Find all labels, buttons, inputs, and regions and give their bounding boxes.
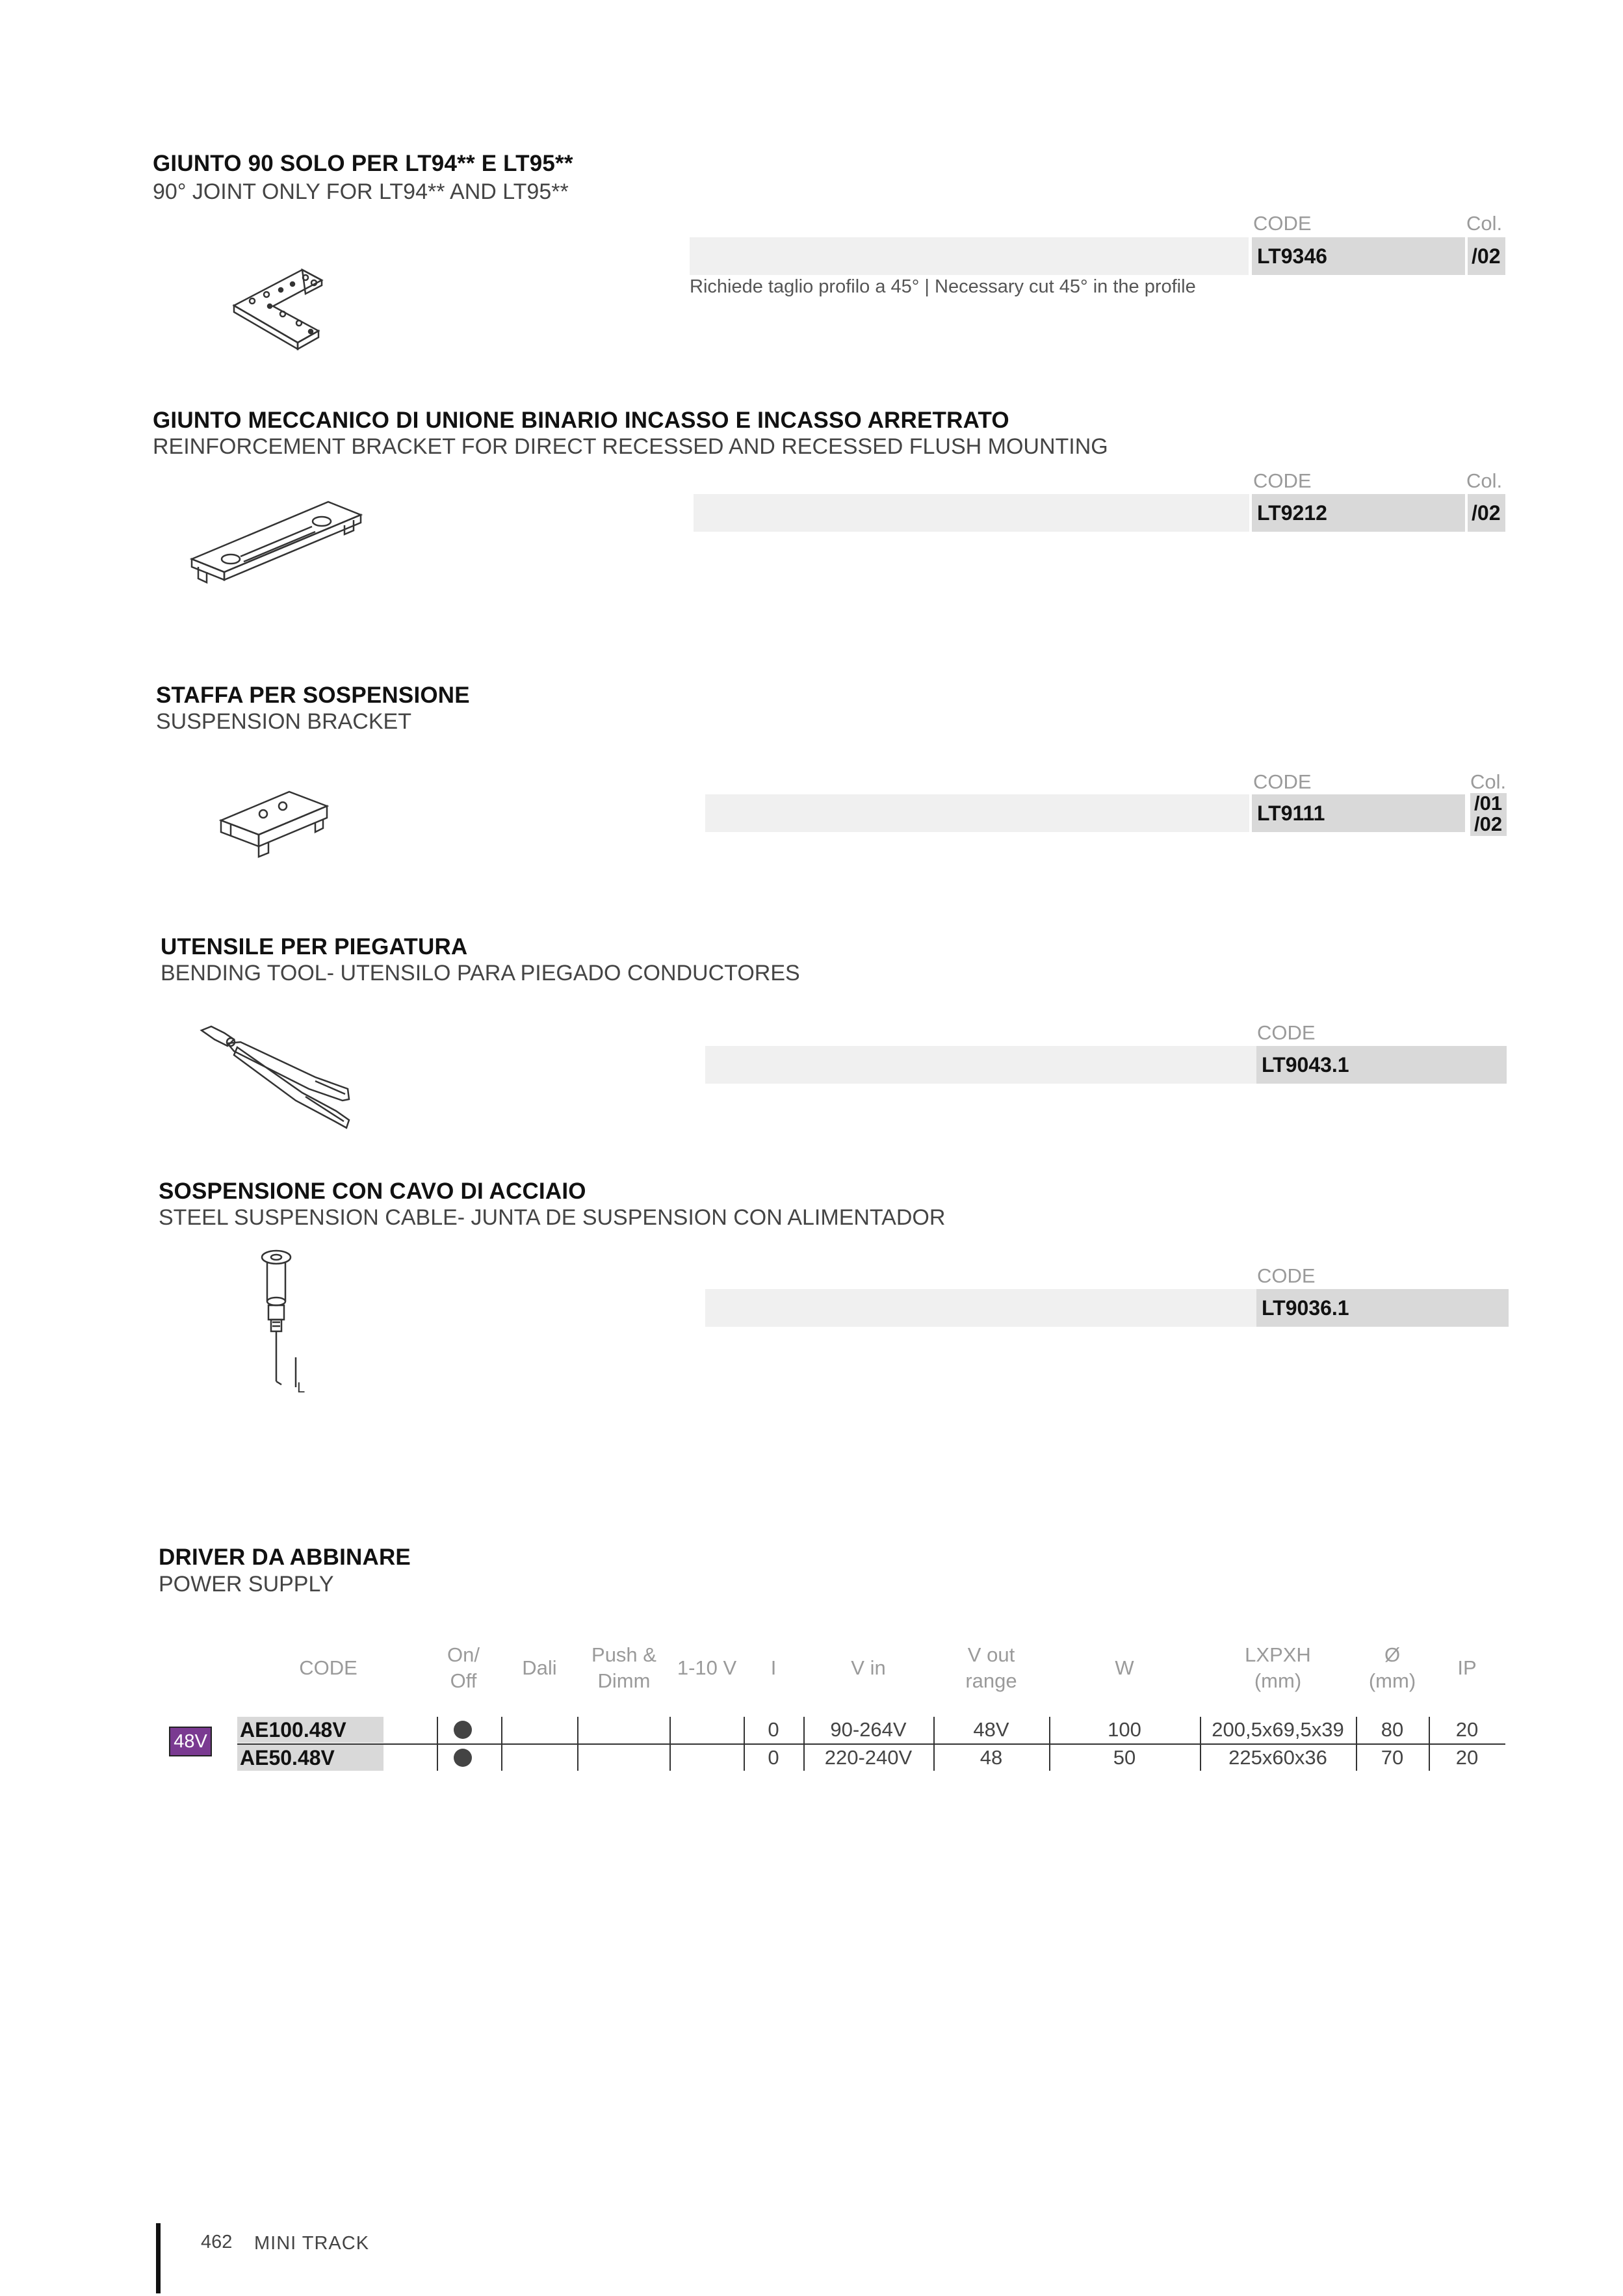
th-diameter	[1356, 1642, 1429, 1694]
onoff-dot	[454, 1721, 472, 1739]
col-divider	[1356, 1717, 1357, 1771]
th-vout	[933, 1642, 1049, 1694]
product-code: LT9036.1	[1256, 1289, 1509, 1327]
section-title-it: GIUNTO 90 SOLO PER LT94** E LT95**	[153, 151, 573, 176]
driver-i: 0	[768, 1718, 779, 1741]
driver-vout: 48V	[973, 1718, 1009, 1741]
section-title-it: DRIVER DA ABBINARE	[159, 1545, 411, 1570]
th-push	[578, 1642, 669, 1694]
driver-w: 50	[1113, 1746, 1136, 1769]
code-label: CODE	[1253, 770, 1312, 793]
section-title-it: GIUNTO MECCANICO DI UNIONE BINARIO INCASSO E INCASSO ARRETRATO	[153, 408, 1009, 433]
page-number: 462	[201, 2232, 233, 2252]
product-code: LT9043.1	[1256, 1046, 1507, 1084]
th-push-2: Dimm	[597, 1669, 651, 1692]
product-color	[1470, 793, 1507, 836]
th-onoff	[437, 1642, 490, 1694]
driver-dims: 200,5x69,5x39	[1212, 1718, 1344, 1741]
voltage-badge: 48V	[169, 1727, 212, 1756]
driver-ip: 20	[1455, 1746, 1479, 1769]
product-bar	[705, 1289, 1256, 1327]
product-code: LT9346	[1252, 237, 1465, 275]
suspension-bracket-drawing	[218, 787, 331, 861]
product-bar	[705, 794, 1249, 832]
code-label: CODE	[1253, 469, 1312, 492]
col-divider	[803, 1717, 805, 1771]
col-label: Col.	[1466, 212, 1503, 235]
th-vin: V in	[851, 1656, 886, 1679]
product-note: Richiede taglio profilo a 45° | Necessary cut 45° in the profile	[690, 276, 1196, 297]
product-bar	[694, 494, 1249, 532]
col-label: Col.	[1470, 770, 1507, 793]
section-title-it: SOSPENSIONE CON CAVO DI ACCIAIO	[159, 1179, 586, 1204]
col-divider	[1429, 1717, 1430, 1771]
th-onoff-1: On/	[447, 1643, 480, 1666]
th-w: W	[1115, 1656, 1134, 1679]
section-title-en: POWER SUPPLY	[159, 1572, 334, 1597]
col-divider	[437, 1717, 438, 1771]
driver-vin: 90-264V	[830, 1718, 907, 1741]
section-title-en: 90° JOINT ONLY FOR LT94** AND LT95**	[153, 179, 569, 204]
reinforcement-bracket-drawing	[188, 494, 364, 592]
driver-vin: 220-240V	[824, 1746, 913, 1769]
section-title-it: UTENSILE PER PIEGATURA	[161, 934, 468, 959]
driver-dims: 225x60x36	[1228, 1746, 1327, 1769]
driver-i: 0	[768, 1746, 779, 1769]
col-divider	[1200, 1717, 1201, 1771]
th-push-1: Push &	[591, 1643, 656, 1666]
th-dims	[1200, 1642, 1356, 1694]
col-divider	[1049, 1717, 1050, 1771]
footer-section-name: MINI TRACK	[254, 2233, 370, 2254]
cable-length-label: L	[297, 1379, 305, 1396]
product-color: /02	[1468, 237, 1505, 275]
section-title-it: STAFFA PER SOSPENSIONE	[156, 683, 470, 708]
driver-ip: 20	[1455, 1718, 1479, 1741]
driver-code: AE100.48V	[237, 1717, 383, 1743]
bending-tool-drawing	[198, 1024, 354, 1131]
product-bar	[705, 1046, 1256, 1084]
onoff-dot	[454, 1749, 472, 1767]
th-i: I	[770, 1656, 777, 1679]
col-divider	[744, 1717, 745, 1771]
th-vout-2: range	[965, 1669, 1017, 1692]
section-title-en: REINFORCEMENT BRACKET FOR DIRECT RECESSED AND RECESSED FLUSH MOUNTING	[153, 434, 1108, 459]
col-divider	[501, 1717, 502, 1771]
product-code: LT9111	[1252, 794, 1465, 832]
th-dali: Dali	[522, 1656, 557, 1679]
code-label: CODE	[1257, 1021, 1316, 1044]
th-dims-1: LXPXH	[1245, 1643, 1311, 1666]
th-dims-2: (mm)	[1254, 1669, 1302, 1692]
driver-vout: 48	[980, 1746, 1003, 1769]
driver-code: AE50.48V	[237, 1745, 383, 1771]
section-title-en: STEEL SUSPENSION CABLE- JUNTA DE SUSPENSION CON ALIMENTADOR	[159, 1205, 946, 1230]
product-color-1: /01	[1474, 792, 1503, 815]
driver-diameter: 70	[1381, 1746, 1404, 1769]
product-color-2: /02	[1474, 813, 1503, 835]
col-divider	[577, 1717, 578, 1771]
th-code: CODE	[299, 1656, 357, 1679]
th-diameter-1: Ø	[1384, 1643, 1401, 1666]
joint-90-drawing	[227, 263, 331, 354]
th-diameter-2: (mm)	[1368, 1669, 1416, 1692]
driver-w: 100	[1108, 1718, 1141, 1741]
section-title-en: SUSPENSION BRACKET	[156, 709, 411, 734]
section-title-en: BENDING TOOL- UTENSILO PARA PIEGADO CONDUCTORES	[161, 961, 800, 985]
col-divider	[669, 1717, 671, 1771]
product-code: LT9212	[1252, 494, 1465, 532]
code-label: CODE	[1257, 1264, 1316, 1287]
product-bar	[690, 237, 1249, 275]
th-ip: IP	[1457, 1656, 1477, 1679]
th-1-10v: 1-10 V	[677, 1656, 737, 1679]
code-label: CODE	[1253, 212, 1312, 235]
col-divider	[933, 1717, 935, 1771]
th-onoff-2: Off	[450, 1669, 477, 1692]
th-vout-1: V out	[967, 1643, 1015, 1666]
col-label: Col.	[1466, 469, 1503, 492]
driver-diameter: 80	[1381, 1718, 1404, 1741]
product-color: /02	[1468, 494, 1505, 532]
footer-rule	[156, 2223, 161, 2293]
